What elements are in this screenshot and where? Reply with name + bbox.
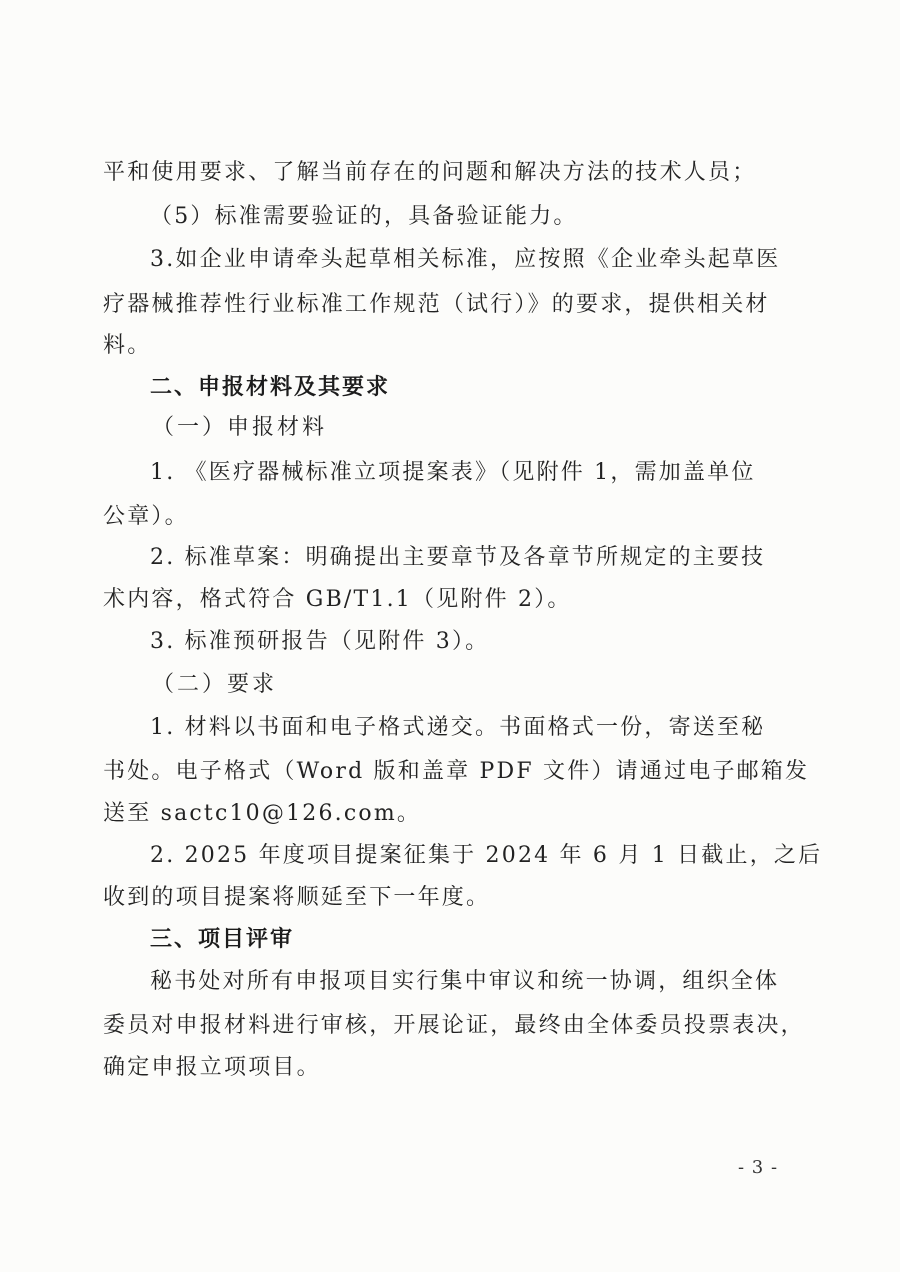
paragraph-line: 2. 标准草案：明确提出主要章节及各章节所规定的主要技 (150, 545, 766, 570)
subsection-heading: （二）要求 (152, 672, 278, 697)
paragraph-line: 委员对申报材料进行审核，开展论证，最终由全体委员投票表决， (103, 1013, 805, 1038)
paragraph-line: （5）标准需要验证的，具备验证能力。 (150, 204, 578, 229)
subsection-heading: （一）申报材料 (152, 415, 328, 440)
paragraph-line: 书处。电子格式（Word 版和盖章 PDF 文件）请通过电子邮箱发 (103, 759, 810, 784)
section-heading: 二、申报材料及其要求 (150, 375, 391, 400)
paragraph-line: 送至 sactc10@126.com。 (103, 801, 422, 826)
paragraph-line: 收到的项目提案将顺延至下一年度。 (103, 885, 491, 910)
paragraph-line: 确定申报立项项目。 (103, 1055, 321, 1080)
paragraph-line: 料。 (103, 333, 152, 358)
section-heading: 三、项目评审 (150, 927, 295, 952)
paragraph-line: 1. 《医疗器械标准立项提案表》（见附件 1，需加盖单位 (150, 460, 756, 485)
paragraph-line: 2. 2025 年度项目提案征集于 2024 年 6 月 1 日截止，之后 (150, 843, 823, 868)
paragraph-line: 1. 材料以书面和电子格式递交。书面格式一份，寄送至秘 (150, 715, 766, 740)
paragraph-line: 3.如企业申请牵头起草相关标准，应按照《企业牵头起草医 (150, 247, 781, 272)
paragraph-line: 公章）。 (103, 504, 189, 529)
paragraph-line: 平和使用要求、了解当前存在的问题和解决方法的技术人员； (103, 160, 757, 185)
paragraph-line: 术内容，格式符合 GB/T1.1（见附件 2）。 (103, 587, 572, 612)
paragraph-line: 秘书处对所有申报项目实行集中审议和统一协调，组织全体 (150, 969, 780, 994)
paragraph-line: 疗器械推荐性行业标准工作规范（试行）》的要求，提供相关材 (103, 292, 770, 317)
paragraph-line: 3. 标准预研报告（见附件 3）。 (150, 629, 490, 654)
page-number: - 3 - (738, 1157, 779, 1178)
